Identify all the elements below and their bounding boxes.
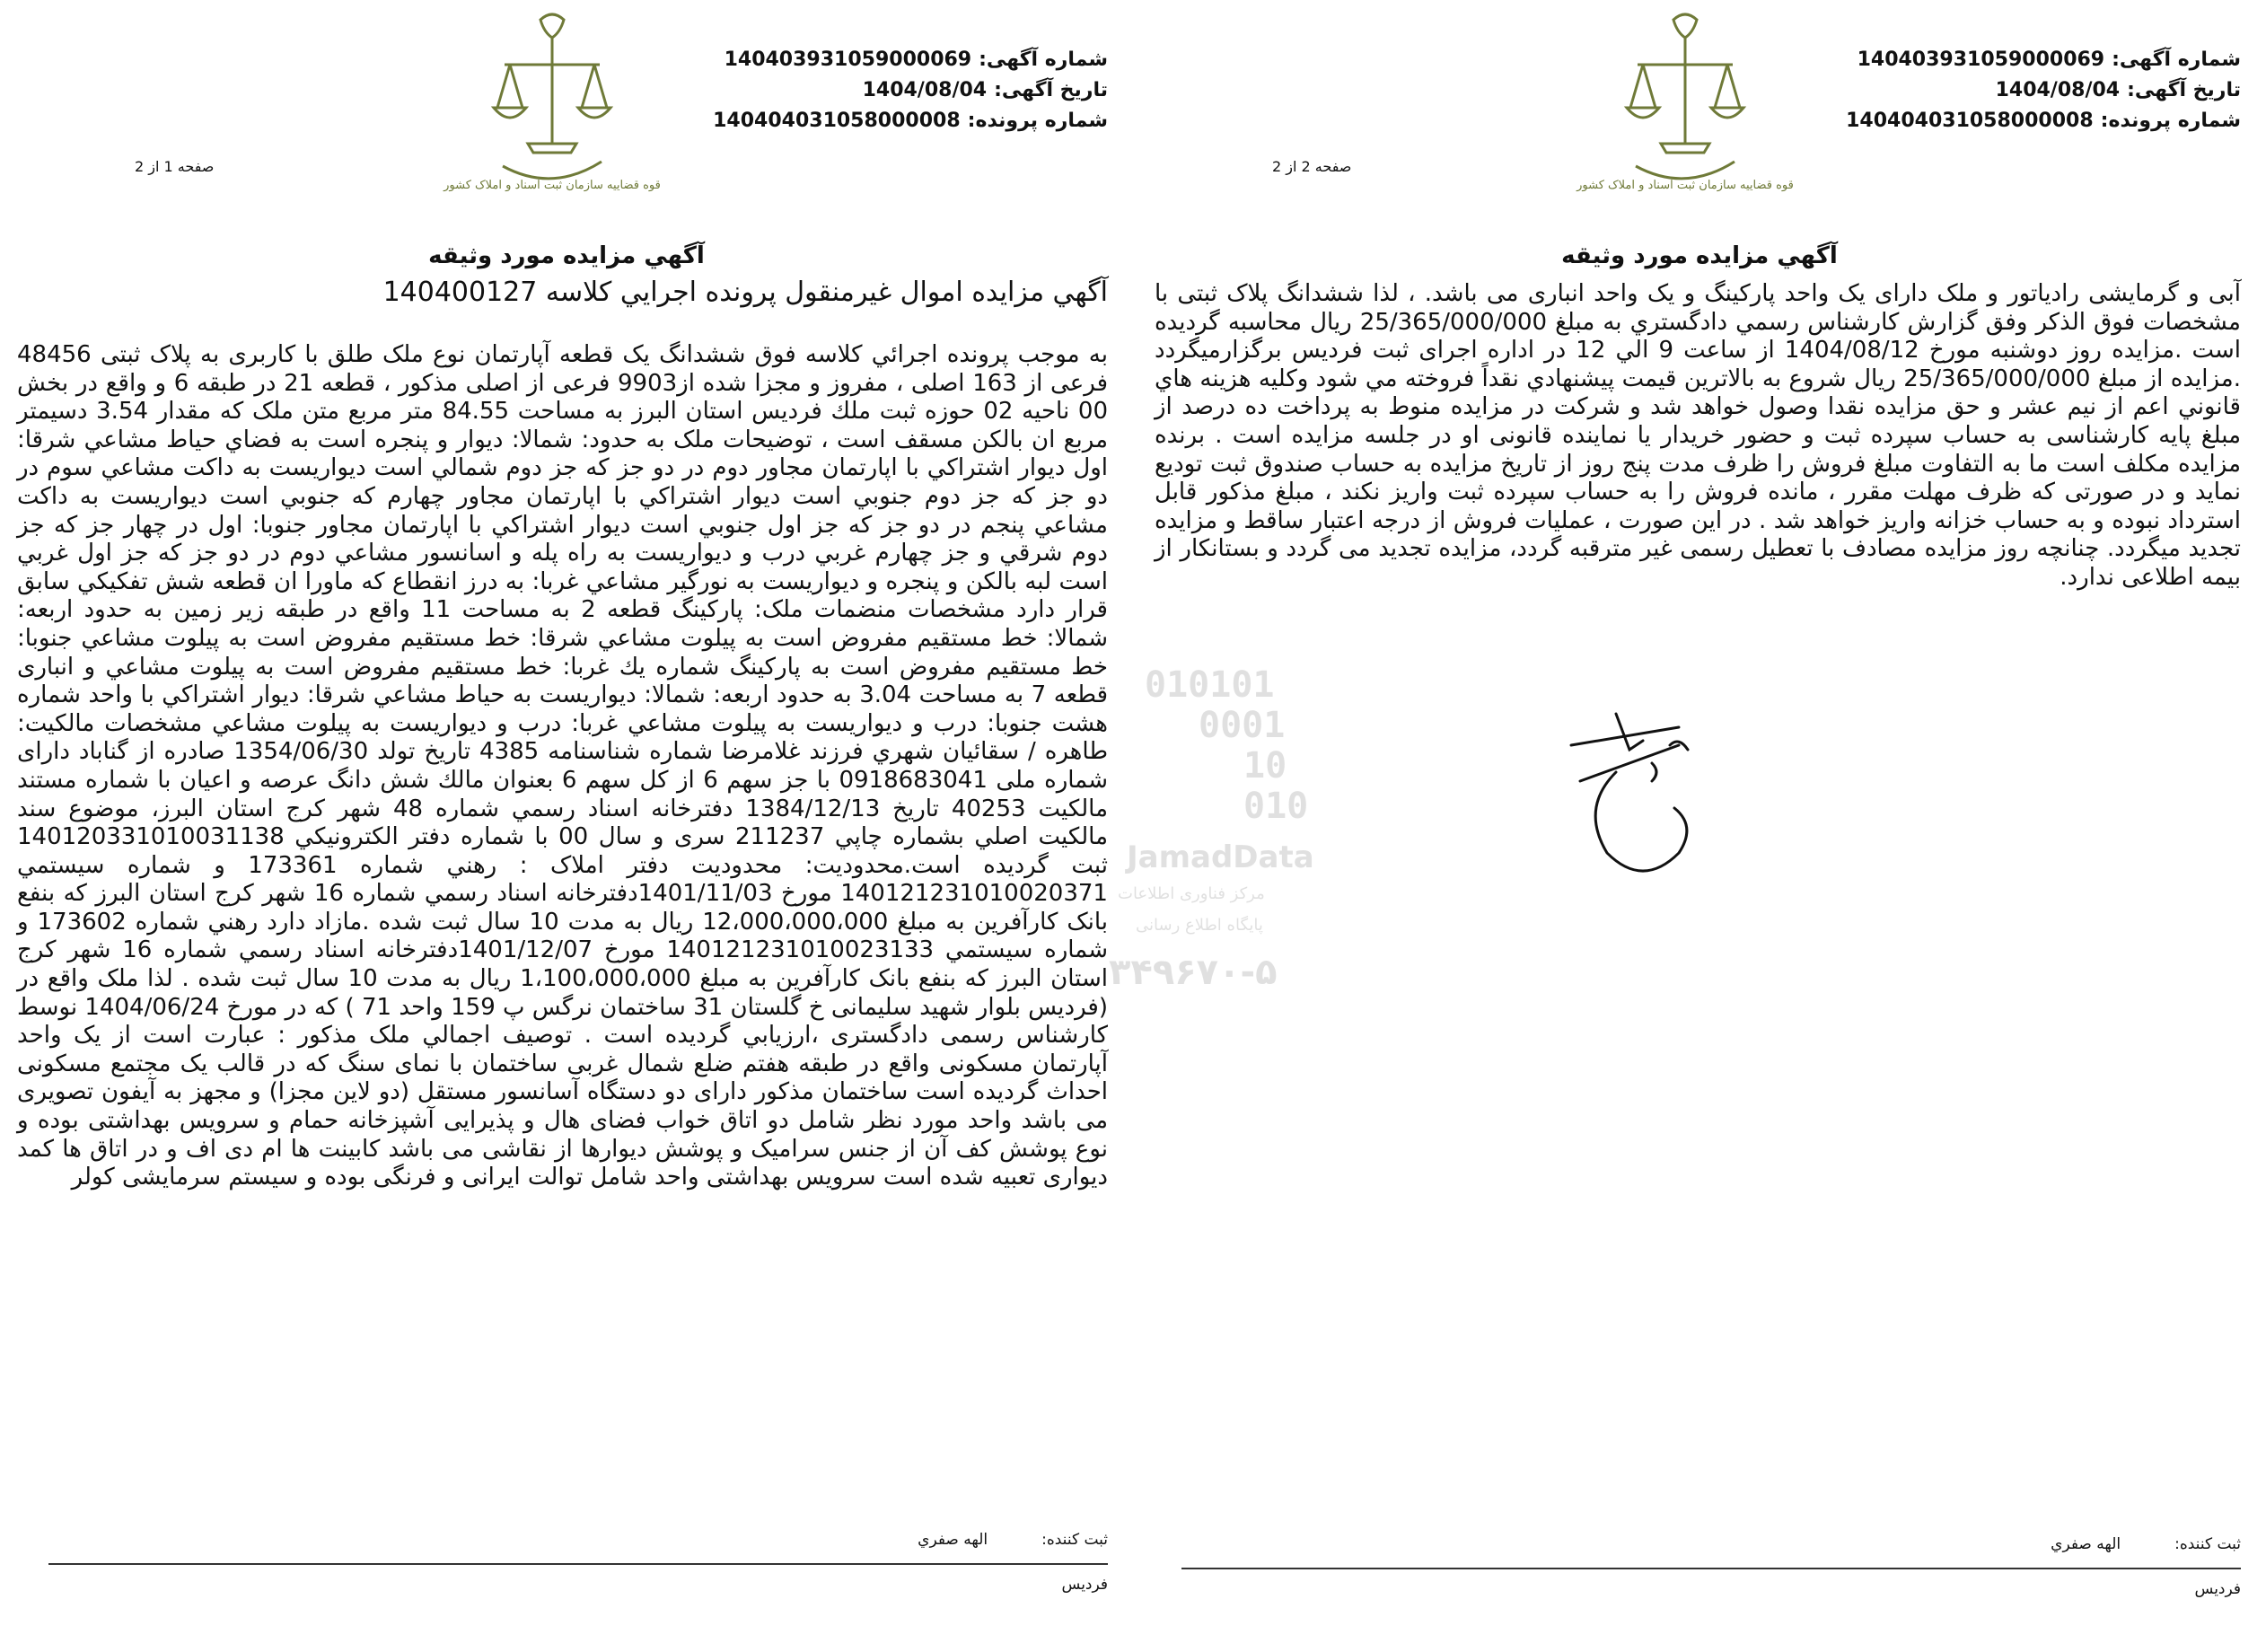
watermark-line: مرکز فناوری اطلاعات — [1118, 884, 1265, 903]
ad-date-label: تاریخ آگهی: — [994, 79, 1108, 101]
watermark-digits: 010 — [1243, 786, 1309, 827]
file-number-label: شماره پرونده: — [2100, 110, 2241, 132]
ad-date-label: تاریخ آگهی: — [2127, 79, 2241, 101]
ad-number: 140403931059000069 — [1857, 48, 2105, 71]
ad-number: 140403931059000069 — [724, 48, 972, 71]
ad-number-label: شماره آگهی: — [2112, 48, 2241, 71]
watermark-line: پایگاه اطلاع رسانی — [1136, 916, 1263, 935]
footer-city: فرديس — [1061, 1576, 1108, 1594]
watermark-phone: ۳۴۹۶۷۰-۵ — [1109, 952, 1278, 993]
footer — [1164, 1535, 2241, 1598]
document-subtitle: آگهي مزايده اموال غيرمنقول پرونده اجرايي كلاسه 140400127 — [382, 277, 1108, 308]
watermark-digits: 010101 — [1145, 664, 1275, 706]
footer-city: فرديس — [2194, 1580, 2241, 1598]
handwritten-signature — [1562, 709, 1733, 889]
document-title: آگهي مزايده مورد وثيقه — [1561, 242, 1838, 269]
ad-number-label: شماره آگهی: — [979, 48, 1108, 71]
judiciary-emblem-icon — [444, 9, 661, 202]
registrar-name: الهه صفري — [918, 1531, 988, 1549]
emblem-caption: قوه قضاییه سازمان ثبت اسناد و املاک کشور — [444, 179, 661, 192]
ad-date: 1404/08/04 — [862, 79, 988, 101]
watermark-digits: 0001 — [1199, 705, 1286, 746]
page-number: صفحه 1 از 2 — [135, 158, 215, 175]
watermark-digits: 10 — [1243, 745, 1287, 786]
footer-divider — [48, 1563, 1108, 1565]
emblem-caption: قوه قضاییه سازمان ثبت اسناد و املاک کشور — [1577, 179, 1794, 192]
document-body: به موجب پرونده اجرائي كلاسه فوق ششدانگ يک قطعه آپارتمان نوع ملک طلق با کاربری به پلاک ثبتی 48456 فرعی از 163 اصلی ، مفروز و مجزا شده از9903 فرعی از اصلی مذکور ، قطعه 21 در طبقه 6 و واقع در بخش 00 ناحيه 02 حوزه ثبت ملك فرديس استان البرز به مساحت 84.55 متر مربع متن ملک كه مقدار 3.54 دسيمتر مربع ان بالكن مسقف است ، توضيحات ملک به حدود: شمالا: ديوار و پنجره است به فضاي حياط مشاعي شرقا: اول ديوار اشتراكي با اپارتمان مجاور دوم در دو جز كه جز دوم شمالي است ديواريست به داكت مشاعي سوم در دو جز كه جز دوم جنوبي است ديوار اشتراكي با اپارتمان مجاور چهارم كه جنوبي است ديواريست به داكت مشاعي پنجم در دو جز كه جز اول جنوبي است ديوار اشتراكي با اپارتمان مجاور جنوبا: اول در چهار جز كه جز دوم شرقي و جز چهارم غربي درب و ديواريست به راه پله و اسانسور مشاعي دوم در دو جز كه جز اول غربي است لبه بالكن و پنجره و ديواريست به نورگير مشاعي غربا: به درز انقطاع كه ماورا ان قطعه شش تفكيكي سابق قرار دارد مشخصات منضمات ملک: پاركينگ قطعه 2 به مساحت 11 واقع در طبقه زير زمين به حدود اربعه: شمالا: خط مستقيم مفروض است به پيلوت مشاعي شرقا: خط مستقيم مفروض است به پيلوت مشاعي جنوبا: خط مستقيم مفروض است به پاركينگ شماره يك غربا: خط مستقيم مفروض است به پيلوت مشاعي و انبارى قطعه 7 به مساحت 3.04 به حدود اربعه: شمالا: ديواريست به حياط مشاعي شرقا: ديوار اشتراكي با واحد شماره هشت جنوبا: درب و ديواريست به پيلوت مشاعي غربا: درب و ديواريست به پيلوت مشاعي مشخصات مالكيت: طاهره / سقائيان شهري فرزند غلامرضا شماره شناسنامه 4385 تاريخ تولد 1354/06/30 صادره از گناباد دارای شماره ملی 0918683041 با جز سهم 6 از كل سهم 6 بعنوان مالك شش دانگ عرصه و اعيان با شماره مستند مالكيت 40253 تاريخ 1384/12/13 دفترخانه اسناد رسمي شماره 48 شهر كرج استان البرز، موضوع سند مالكيت اصلي بشماره چاپي 211237 سری و سال 00 با شماره دفتر الكترونيكي 140120331010031138 ثبت گرديده است.محدوديت: محدوديت دفتر املاک : رهني شماره 173361 و شماره سيستمي 140121231010020371 مورخ 1401/11/03دفترخانه اسناد رسمي شماره 16 شهر كرج استان البرز كه بنفع بانک کارآفرین به مبلغ 12،000،000،000 ريال به مدت 10 سال ثبت شده .مازاد دارد رهني شماره 173602 و شماره سيستمي 140121231010023133 مورخ 1401/12/07دفترخانه اسناد رسمي شماره 16 شهر كرج استان البرز كه بنفع بانک کارآفرین به مبلغ 1،100،000،000 ريال به مدت 10 سال ثبت شده . لذا ملک واقع در (فردیس بلوار شهید سلیمانی خ گلستان 31 ساختمان نرگس پ 159 واحد 71 ) که در مورخ 1404/06/24 نوسط کارشناس رسمی دادگستری ،ارزيابي گرديده است . توصيف اجمالي ملک مذکور : عبارت است از یک واحد آپارتمان مسکونی واقع در طبقه هفتم ضلع شمال غربی ساختمان با نمای سنگ که در قالب یک مجتمع مسکونی احداث گردیده است ساختمان مذکور دارای دو دستگاه آسانسور مستقل (دو لاین مجزا) و مجهز به آیفون تصویری می باشد واحد مورد نظر شامل دو اتاق خواب فضای هال و پذیرایی آشپزخانه حمام و سرویس بهداشتی بوده و نوع پوشش کف آن از جنس سرامیک و پوشش دیوارها از نقاشی می باشد کابینت ها ام دی اف و در اتاق ها کمد دیواری تعبیه شده است سرویس بهداشتی واحد شامل توالت ایرانی و فرنگی بوده و سیستم سرمایشی کولر — [17, 341, 1109, 1191]
registrar-label: ثبت کننده: — [2174, 1535, 2241, 1553]
registrar-label: ثبت کننده: — [1041, 1531, 1108, 1549]
file-number: 140404031058000008 — [1846, 110, 2094, 132]
watermark-brand: JamadData — [1127, 839, 1314, 875]
file-number: 140404031058000008 — [713, 110, 961, 132]
judiciary-emblem-icon — [1577, 9, 1794, 202]
ad-meta-block — [1774, 45, 2241, 136]
page-number: صفحه 2 از 2 — [1272, 158, 1352, 175]
file-number-label: شماره پرونده: — [967, 110, 1108, 132]
footer — [31, 1531, 1108, 1594]
registrar-name: الهه صفري — [2051, 1535, 2121, 1553]
ad-meta-block — [641, 45, 1108, 136]
document-title: آگهي مزايده مورد وثيقه — [428, 242, 705, 269]
footer-divider — [1181, 1568, 2241, 1569]
watermark — [1109, 664, 1342, 1006]
ad-date: 1404/08/04 — [1995, 79, 2121, 101]
document-body: آبی و گرمایشی رادیاتور و ملک دارای یک واحد پارکینگ و یک واحد انباری می باشد. ، لذا ششدانگ پلاک ثبتی با مشخصات فوق الذكر وفق گزارش كارشناس رسمي دادگستري به مبلغ 25/365/000/000 ريال محاسبه گرديده است .مزايده روز دوشنبه مورخ 1404/08/12 از ساعت 9 الي 12 در اداره اجرای ثبت فردیس برگزارميگردد .مزايده از مبلغ 25/365/000/000 ريال شروع به بالاترين قيمت پيشنهادي نقداً فروخته مي شود وكليه هزينه هاي قانوني اعم از نيم عشر و حق مزايده نقدا وصول خواهد شد و شرکت در مزایده منوط به پرداخت ده درصد از مبلغ پایه کارشناسی به حساب سپرده ثبت و حضور خریدار یا نماینده قانونی او در جلسه مزایده است . برنده مزایده مکلف است ما به التفاوت مبلغ فروش را ظرف مدت پنج روز از تاریخ مزایده به حساب صندوق ثبت تودیع نماید و در صورتی که ظرف مهلت مقرر ، مانده فروش را به حساب سپرده ثبت واریز نکند ، مبلغ مذکور قابل استرداد نبوده و به حساب خزانه واریز خواهد شد . در این صورت ، عملیات فروش از درجه اعتبار ساقط و مزایده تجدید میگردد. چنانچه روز مزایده مصادف با تعطیل رسمی غیر مترقبه گردد، مزایده تجدید می گردد و بستانکار از بیمه اطلاعی ندارد. — [1155, 280, 2241, 591]
